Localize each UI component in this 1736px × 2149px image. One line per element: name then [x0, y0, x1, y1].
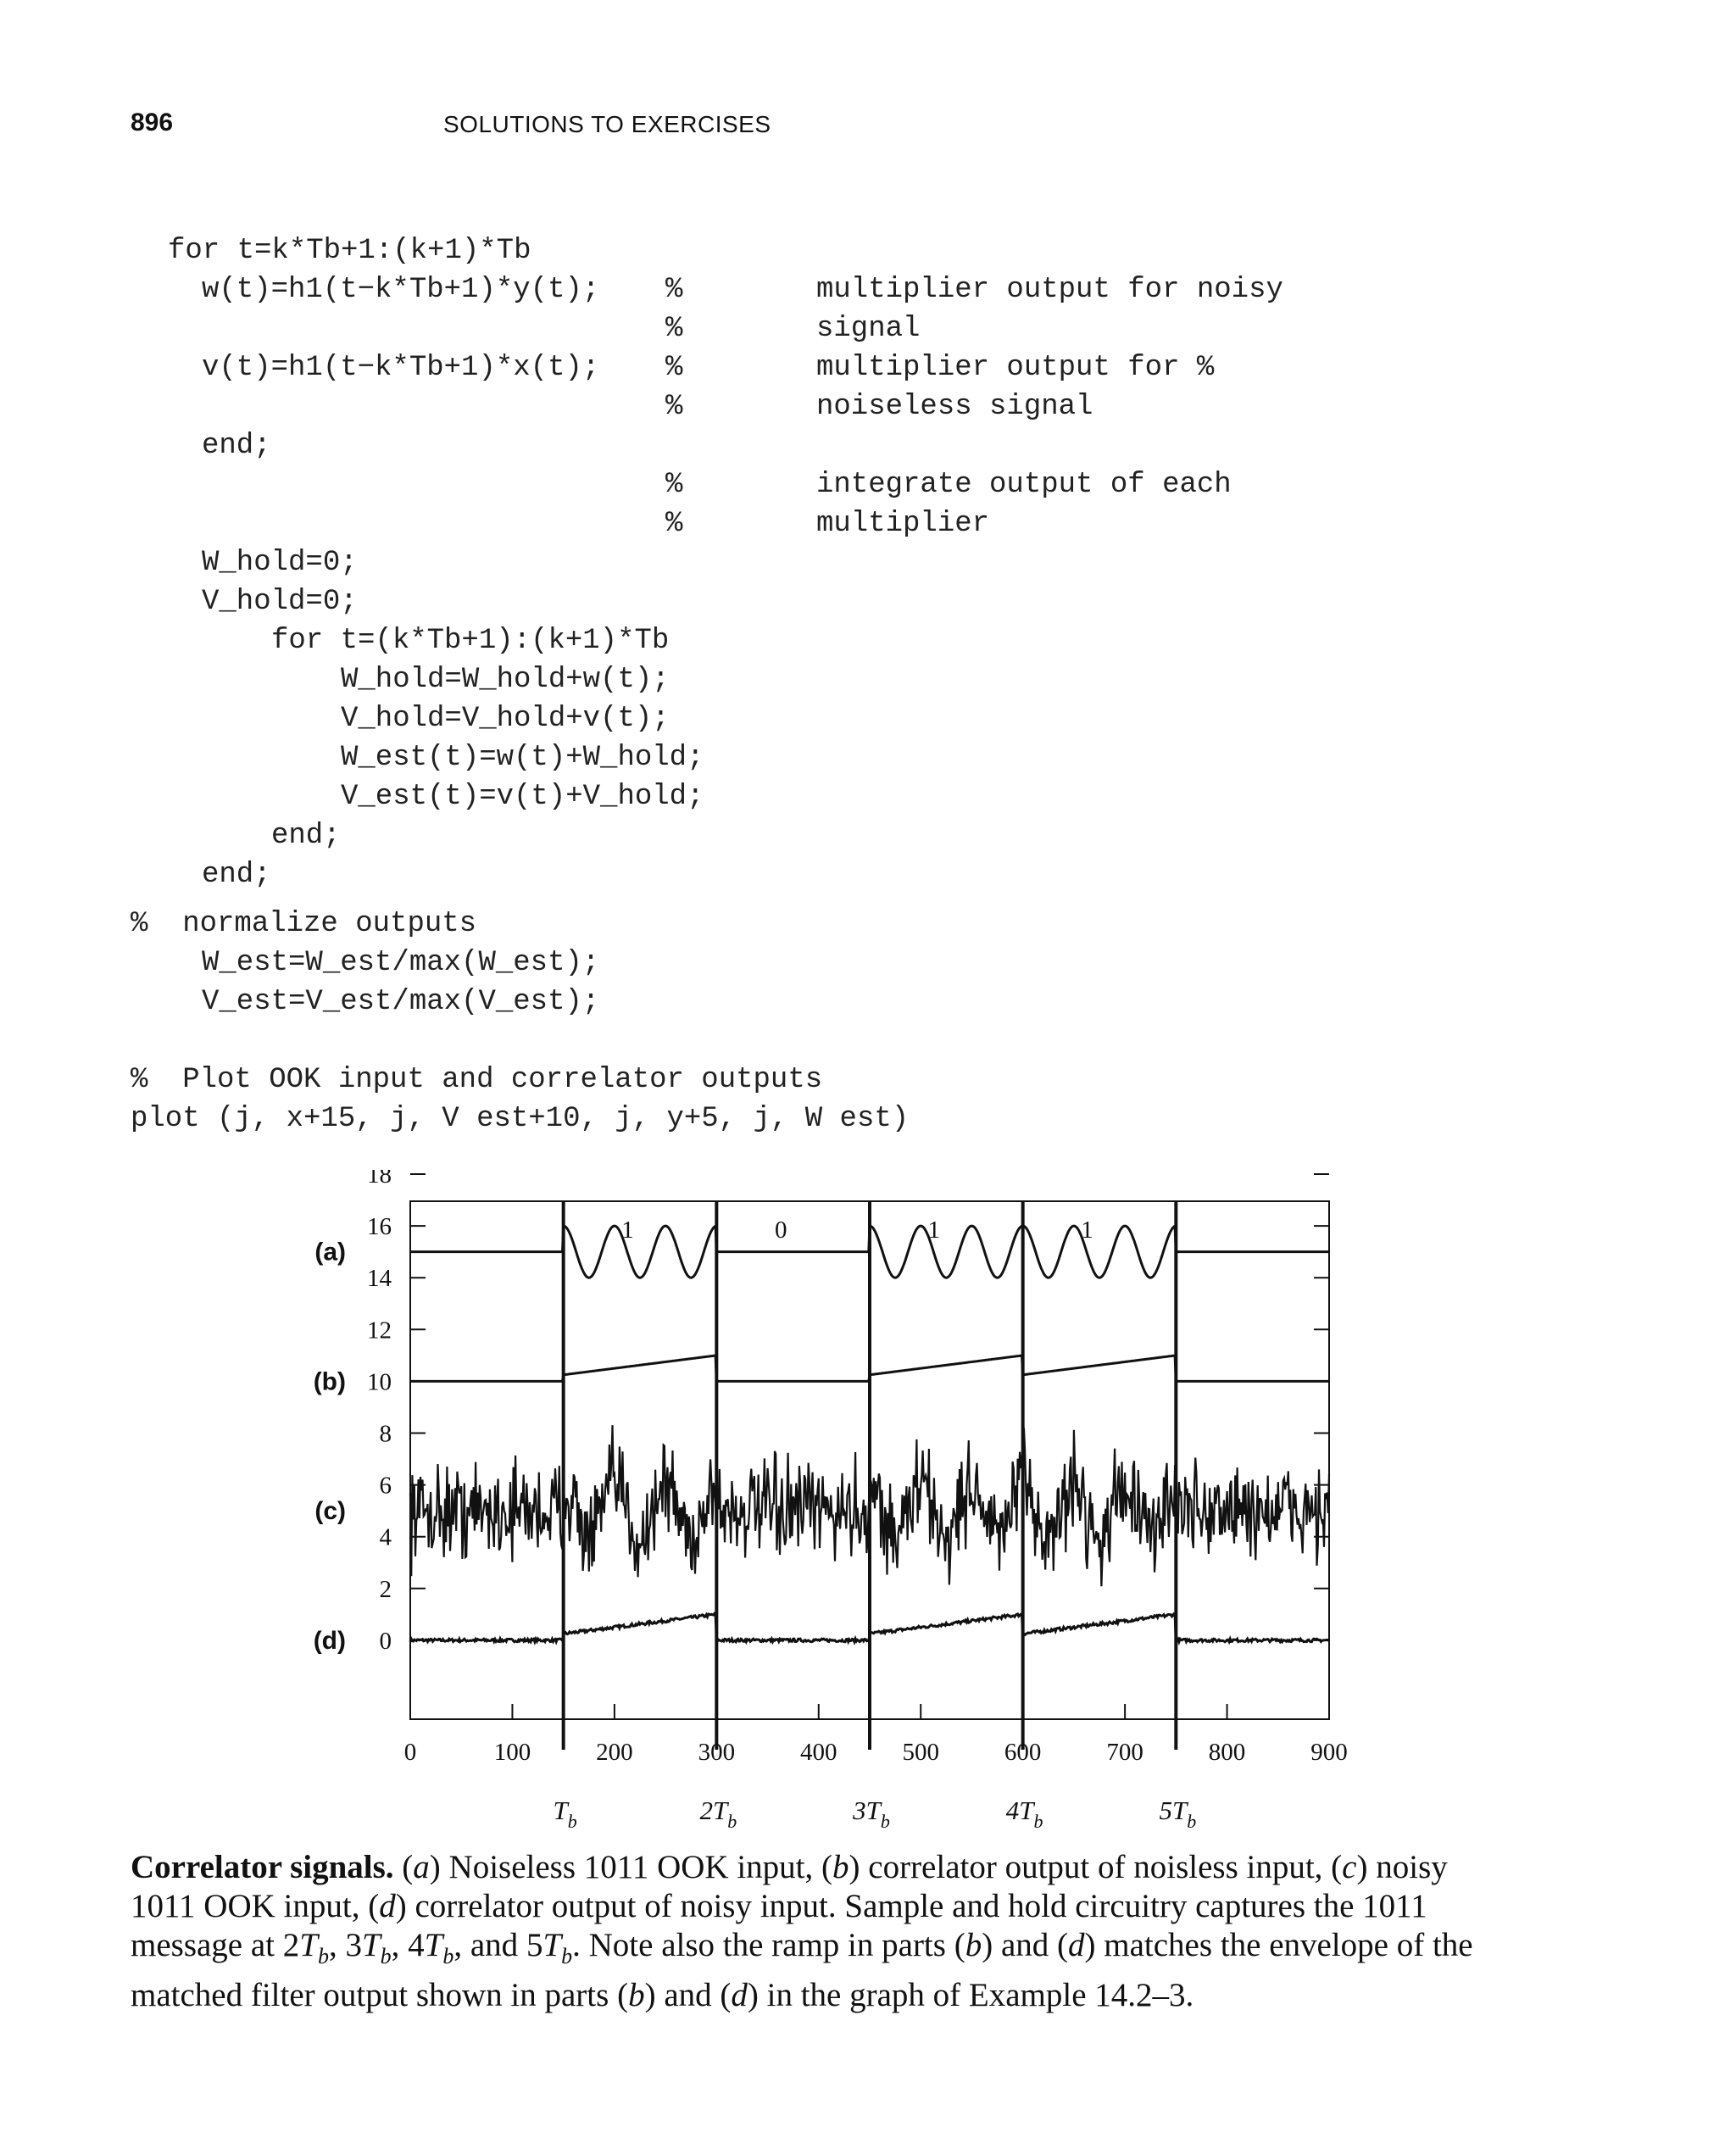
- figure-caption: Correlator signals. (a) Noiseless 1011 OOK input, (b) correlator output of noisless input, (c) noisy 1011 OOK input, (d) correlator output of noisy input. Sample and hold circuitry captures the 1011 message at $2T_b$, $3T_b$, $4T_b$, and $5T_b$. Note also the ramp in parts (b) and (d) matches the envelope of the matched filter output shown in parts (b) and (d) in the graph of Example 14.2–3.: [131, 1849, 1473, 2013]
- x-tick-label: 900: [1310, 1739, 1348, 1766]
- x-tick-label: 700: [1106, 1739, 1143, 1766]
- code-line: for t=k*Tb+1:(k+1)*Tb: [168, 235, 531, 267]
- code-line: for t=(k*Tb+1):(k+1)*Tb: [271, 625, 670, 657]
- caption-text: . Note also the ramp in parts: [572, 1927, 946, 1963]
- caption-text: in the graph of Example 14.2–3.: [766, 1976, 1194, 2013]
- comment-mark: %: [665, 274, 683, 306]
- y-tick-label: 4: [379, 1523, 392, 1551]
- code-line: % normalize outputs: [131, 908, 477, 940]
- comment-text: multiplier output for %: [816, 352, 1215, 384]
- y-tick-label: 6: [379, 1472, 392, 1500]
- x-tick-label: 0: [403, 1739, 417, 1766]
- period-label: $4T_b$: [1005, 1795, 1043, 1832]
- code-line: end;: [202, 859, 271, 891]
- correlator-figure: [0, 1170, 1736, 1848]
- panel-label: (d): [313, 1626, 346, 1655]
- y-tick-label: 14: [367, 1265, 392, 1293]
- caption-text: Noiseless 1011 OOK input,: [448, 1849, 814, 1885]
- code-line: v(t)=h1(t−k*Tb+1)*x(t);: [202, 352, 600, 384]
- x-tick-label: 600: [1004, 1739, 1042, 1766]
- comment-mark: %: [665, 391, 683, 423]
- comment-mark: %: [665, 352, 683, 384]
- period-label: $3T_b$: [853, 1795, 890, 1832]
- code-line: W_hold=0;: [202, 547, 358, 579]
- caption-text: and: [1000, 1927, 1049, 1963]
- x-tick-label: 500: [902, 1739, 939, 1766]
- code-line: end;: [271, 820, 341, 852]
- x-tick-label: 400: [800, 1739, 837, 1766]
- code-line: end;: [202, 430, 271, 462]
- caption-text: and: [664, 1976, 712, 2013]
- code-line: W_est(t)=w(t)+W_hold;: [341, 742, 704, 774]
- period-label: $5T_b$: [1159, 1795, 1197, 1832]
- x-tick-label: 200: [596, 1739, 633, 1766]
- caption-text: correlator output of noisy input. Sample and hold circuitry captures the 1011 message at: [131, 1888, 1427, 1963]
- code-line: W_hold=W_hold+w(t);: [341, 664, 670, 696]
- page-number: 896: [131, 109, 174, 136]
- caption-text: matches the envelope of the matched filter output shown in parts: [131, 1927, 1473, 2013]
- comment-mark: %: [665, 508, 683, 540]
- bit-label: 1: [927, 1216, 941, 1244]
- running-title: SOLUTIONS TO EXERCISES: [443, 111, 771, 137]
- period-label: $2T_b$: [699, 1795, 737, 1832]
- caption-title: Correlator signals.: [131, 1849, 394, 1885]
- y-tick-label: 18: [367, 1170, 392, 1189]
- bit-label: 0: [774, 1216, 787, 1244]
- y-tick-label: 0: [379, 1627, 392, 1655]
- y-tick-label: 12: [367, 1317, 392, 1345]
- x-tick-label: 100: [493, 1739, 531, 1766]
- code-line: plot (j, x+15, j, V est+10, j, y+5, j, W est): [131, 1103, 910, 1135]
- code-line: V_hold=V_hold+v(t);: [341, 703, 670, 735]
- code-line: % Plot OOK input and correlator outputs: [131, 1064, 823, 1096]
- comment-text: signal: [816, 313, 921, 345]
- code-line: W_est=W_est/max(W_est);: [202, 947, 600, 979]
- comment-mark: %: [665, 313, 683, 345]
- code-line: V_est=V_est/max(V_est);: [202, 986, 600, 1018]
- code-line: V_hold=0;: [202, 586, 358, 618]
- comment-text: multiplier: [816, 508, 990, 540]
- y-tick-label: 16: [367, 1213, 392, 1241]
- comment-text: multiplier output for noisy: [816, 274, 1283, 306]
- y-tick-label: 8: [379, 1420, 392, 1448]
- panel-label: (c): [314, 1497, 346, 1526]
- comment-mark: %: [665, 469, 683, 501]
- code-line: V_est(t)=v(t)+V_hold;: [341, 781, 704, 813]
- code-line: w(t)=h1(t−k*Tb+1)*y(t);: [202, 274, 600, 306]
- caption-text: noisy 1011 OOK input,: [131, 1849, 1448, 1924]
- x-tick-label: 300: [698, 1739, 736, 1766]
- comment-text: noiseless signal: [816, 391, 1093, 423]
- bit-label: 1: [1081, 1216, 1093, 1244]
- x-tick-label: 800: [1208, 1739, 1246, 1766]
- y-tick-label: 2: [379, 1575, 392, 1603]
- comment-text: integrate output of each: [816, 469, 1232, 501]
- y-tick-label: 10: [367, 1368, 392, 1396]
- panel-label: (b): [313, 1367, 346, 1396]
- panel-label: (a): [314, 1238, 346, 1267]
- caption-text: , and: [453, 1927, 519, 1963]
- period-label: $T_b$: [553, 1795, 577, 1832]
- caption-text: correlator output of noisless input,: [868, 1849, 1323, 1885]
- correlator-chart: [0, 1170, 1736, 1848]
- bit-label: 1: [621, 1216, 634, 1244]
